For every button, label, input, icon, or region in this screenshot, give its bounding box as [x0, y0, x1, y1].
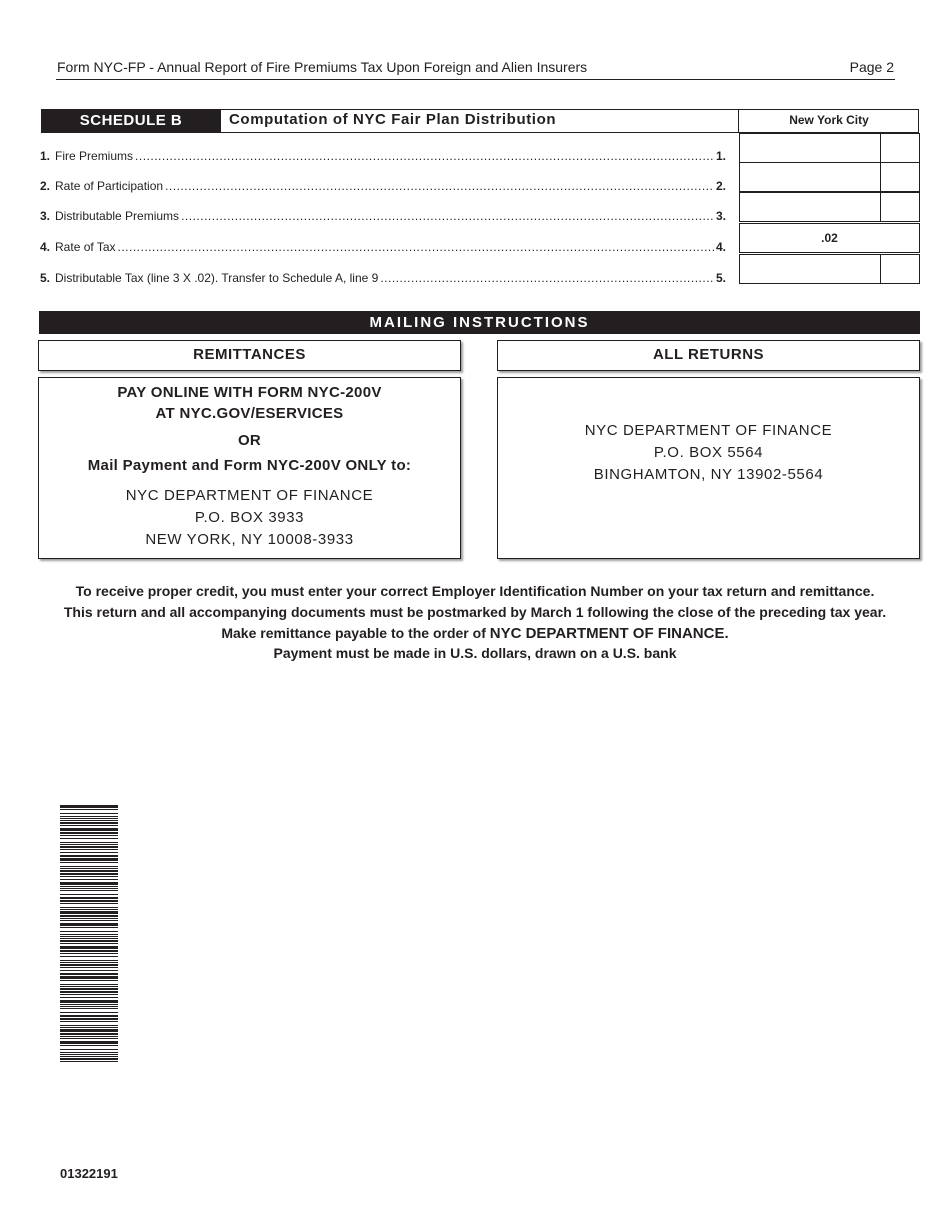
- barcode-bar: [60, 1052, 118, 1053]
- barcode-bar: [60, 900, 118, 902]
- barcode-bar: [60, 822, 118, 824]
- barcode-bar: [60, 870, 118, 872]
- line-number: 5.: [40, 271, 51, 285]
- barcode-bar: [60, 816, 118, 817]
- remittances-panel: [38, 377, 461, 559]
- barcode-bar: [60, 1015, 118, 1017]
- notice-ein: To receive proper credit, you must enter your correct Employer Identification Number on your tax return and remittance.: [75, 583, 875, 599]
- line-number: 1.: [40, 149, 51, 163]
- line-number: 2.: [40, 179, 51, 193]
- barcode-bar: [60, 849, 118, 850]
- barcode-bar: [60, 909, 118, 910]
- remit-address-line-1: NYC DEPARTMENT OF FINANCE: [125, 487, 374, 504]
- barcode-bar: [60, 835, 118, 836]
- rate-of-participation-input[interactable]: [739, 162, 920, 192]
- remittances-heading: REMITTANCES: [38, 340, 461, 371]
- barcode-bar: [60, 953, 118, 954]
- barcode-bar: [60, 1036, 118, 1037]
- barcode-bar: [60, 888, 118, 889]
- barcode-bar: [60, 1006, 118, 1007]
- line-label: Rate of Tax: [55, 240, 116, 254]
- barcode-bar: [60, 931, 118, 932]
- dot-leader: [380, 271, 714, 285]
- distributable-tax-input[interactable]: [739, 254, 920, 284]
- barcode-bar: [60, 1004, 118, 1005]
- line-end-number: 4.: [715, 240, 726, 254]
- barcode-bar: [60, 997, 118, 998]
- returns-address-line-2: P.O. BOX 5564: [653, 444, 764, 461]
- mailing-instructions-bar: MAILING INSTRUCTIONS: [39, 311, 920, 334]
- cents-divider: [880, 133, 881, 163]
- barcode-bar: [60, 970, 118, 971]
- barcode-bar: [60, 846, 118, 848]
- barcode-bar: [60, 882, 118, 885]
- barcode-bar: [60, 918, 118, 919]
- all-returns-heading: ALL RETURNS: [497, 340, 920, 371]
- barcode-bar: [60, 1027, 118, 1028]
- barcode-bar: [60, 842, 118, 843]
- barcode-bar: [60, 962, 118, 963]
- barcode-bar: [60, 809, 118, 810]
- barcode-bar: [60, 832, 118, 834]
- barcode-bar: [60, 1021, 118, 1022]
- form-code: 01322191: [60, 1166, 118, 1181]
- barcode-bar: [60, 1054, 118, 1055]
- barcode-bar: [60, 862, 118, 863]
- or-separator: OR: [237, 432, 262, 449]
- barcode-bar: [60, 1012, 118, 1013]
- header-rule: [56, 79, 895, 80]
- barcode-bar: [60, 936, 118, 937]
- dot-leader: [118, 240, 714, 254]
- form-header-title: Form NYC-FP - Annual Report of Fire Premiums Tax Upon Foreign and Alien Insurers: [57, 59, 588, 75]
- barcode-bar: [60, 894, 118, 895]
- barcode-bar: [60, 1029, 118, 1032]
- barcode-bar: [60, 876, 118, 877]
- barcode-bar: [60, 984, 118, 985]
- barcode-bar: [60, 879, 118, 880]
- barcode-bar: [60, 956, 118, 957]
- schedule-b-line-4: [40, 240, 726, 254]
- barcode-bar: [60, 964, 118, 966]
- remit-address-line-3: NEW YORK, NY 10008-3933: [145, 531, 354, 548]
- rate-of-tax-value: .02: [821, 231, 838, 245]
- line-end-number: 3.: [715, 209, 726, 223]
- barcode-bar: [60, 886, 118, 887]
- schedule-b-line-2: [40, 179, 726, 193]
- barcode-image: [60, 805, 118, 1063]
- mail-payment-line: Mail Payment and Form NYC-200V ONLY to:: [87, 457, 412, 474]
- barcode-bar: [60, 960, 118, 961]
- barcode-bar: [60, 1041, 118, 1044]
- remit-address-line-2: P.O. BOX 3933: [194, 509, 305, 526]
- barcode-bar: [60, 1049, 118, 1050]
- barcode-bar: [60, 868, 118, 869]
- barcode-bar: [60, 1000, 118, 1003]
- schedule-b-tab: SCHEDULE B: [41, 109, 221, 133]
- line-end-number: 2.: [715, 179, 726, 193]
- fire-premiums-input[interactable]: [739, 133, 920, 163]
- all-returns-panel: [497, 377, 920, 559]
- barcode-bar: [60, 844, 118, 845]
- line-end-number: 1.: [715, 149, 726, 163]
- barcode-bar: [60, 943, 118, 944]
- barcode-bar: [60, 938, 118, 939]
- barcode-bar: [60, 911, 118, 914]
- notice-postmark: This return and all accompanying documents must be postmarked by March 1 following the close of the preceding tax year.: [63, 604, 887, 620]
- barcode-bar: [60, 976, 118, 979]
- line-label: Fire Premiums: [55, 149, 134, 163]
- barcode-bar: [60, 967, 118, 968]
- returns-address-line-3: BINGHAMTON, NY 13902-5564: [593, 466, 824, 483]
- barcode-bar: [60, 994, 118, 995]
- notice-us-dollars: Payment must be made in U.S. dollars, drawn on a U.S. bank: [273, 645, 677, 661]
- barcode-bar: [60, 903, 118, 904]
- barcode-bar: [60, 923, 118, 926]
- barcode-bar: [60, 927, 118, 928]
- barcode-bar: [60, 986, 118, 987]
- barcode-bar: [60, 820, 118, 821]
- dot-leader: [181, 209, 714, 223]
- line-number: 3.: [40, 209, 51, 223]
- barcode-bar: [60, 1033, 118, 1035]
- barcode-bar: [60, 897, 118, 899]
- barcode-bar: [60, 934, 118, 935]
- eservices-line: AT NYC.GOV/ESERVICES: [155, 405, 344, 422]
- barcode-bar: [60, 1018, 118, 1020]
- schedule-b-line-5: [40, 271, 726, 285]
- line-end-number: 5.: [715, 271, 726, 285]
- barcode-bar: [60, 1008, 118, 1009]
- distributable-premiums-input[interactable]: [739, 192, 920, 222]
- barcode-bar: [60, 1056, 118, 1057]
- pay-online-line: PAY ONLINE WITH FORM NYC-200V: [117, 384, 382, 401]
- barcode-bar: [60, 1061, 118, 1062]
- barcode-bar: [60, 890, 118, 891]
- barcode-bar: [60, 915, 118, 917]
- barcode-bar: [60, 855, 118, 857]
- schedule-b-line-3: [40, 209, 726, 223]
- barcode-bar: [60, 1025, 118, 1026]
- page-number: Page 2: [849, 59, 894, 75]
- barcode-bar: [60, 825, 118, 826]
- barcode-bar: [60, 813, 118, 814]
- column-header-nyc: New York City: [789, 113, 869, 127]
- barcode-bar: [60, 950, 118, 952]
- barcode-bar: [60, 1045, 118, 1046]
- schedule-b-line-1: [40, 149, 726, 163]
- barcode-bar: [60, 818, 118, 819]
- barcode-bar: [60, 907, 118, 908]
- barcode-bar: [60, 1038, 118, 1039]
- rate-of-tax-box: [739, 223, 920, 253]
- barcode-bar: [60, 980, 118, 981]
- line-label: Distributable Premiums: [55, 209, 180, 223]
- returns-address-line-1: NYC DEPARTMENT OF FINANCE: [584, 422, 833, 439]
- line-number: 4.: [40, 240, 51, 254]
- barcode-bar: [60, 940, 118, 942]
- barcode-bar: [60, 838, 118, 839]
- barcode-bar: [60, 852, 118, 853]
- schedule-b-title: Computation of NYC Fair Plan Distribution: [229, 111, 557, 128]
- barcode-bar: [60, 973, 118, 975]
- barcode-bar: [60, 866, 118, 867]
- dot-leader: [135, 149, 714, 163]
- barcode-bar: [60, 988, 118, 990]
- cents-divider: [880, 192, 881, 222]
- barcode-bar: [60, 1058, 118, 1060]
- barcode-bar: [60, 991, 118, 993]
- notice-payable: [0, 625, 950, 642]
- cents-divider: [880, 162, 881, 192]
- line-label: Distributable Tax (line 3 X .02). Transfer to Schedule A, line 9: [55, 271, 379, 285]
- notice-payable-prefix: Make remittance payable to the order of: [221, 625, 490, 641]
- dot-leader: [165, 179, 714, 193]
- line-label: Rate of Participation: [55, 179, 164, 193]
- barcode-bar: [60, 858, 118, 861]
- barcode-bar: [60, 920, 118, 921]
- barcode-bar: [60, 873, 118, 875]
- barcode-bar: [60, 828, 118, 831]
- barcode-bar: [60, 805, 118, 808]
- barcode-bar: [60, 946, 118, 949]
- notice-payee: NYC DEPARTMENT OF FINANCE.: [489, 625, 729, 642]
- cents-divider: [880, 254, 881, 284]
